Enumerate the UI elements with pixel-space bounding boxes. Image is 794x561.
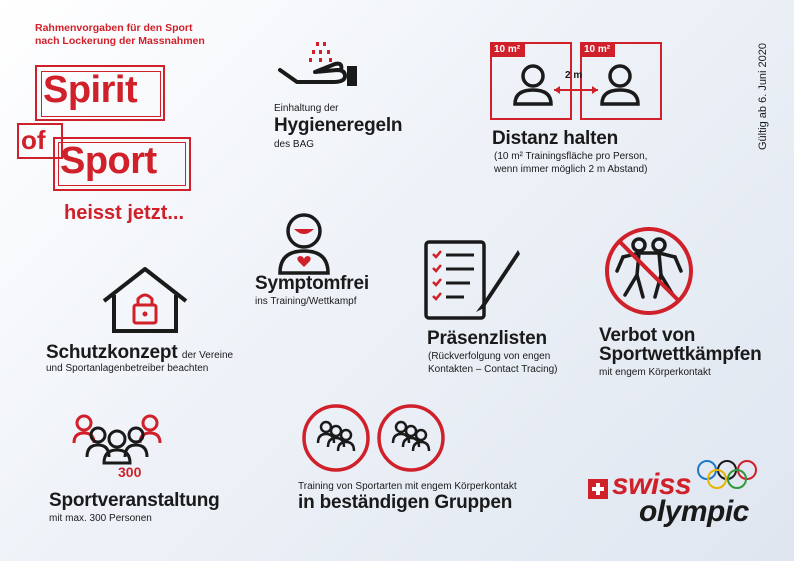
hygiene-post: des BAG [274,139,315,150]
ban-title-1: Verbot von [599,325,696,346]
distance-title: Distanz halten [492,128,618,149]
area-left-label: 10 m² [494,44,521,55]
header-subtitle [35,22,205,48]
logo-olympic: olympic [639,495,749,528]
area-right-label: 10 m² [584,44,611,55]
events-count: 300 [118,464,142,480]
spirit-word: Spirit [43,69,138,111]
symptom-title: Symptomfrei [255,273,369,294]
protection-line2: und Sportanlagenbetreiber beachten [46,363,209,374]
protection-title: Schutzkonzept [46,342,178,363]
gap-label: 2 m [565,70,583,81]
hand-wash-icon [275,40,365,100]
checklist-icon [424,240,524,322]
hygiene-title: Hygieneregeln [274,115,403,136]
protection-text [46,342,233,364]
hygiene-pre: Einhaltung der [274,103,339,114]
lists-line1: (Rückverfolgung von engen [428,351,551,362]
ban-sub: mit engem Körperkontakt [599,367,711,378]
distance-line1: (10 m² Trainingsfläche pro Person, [494,151,648,162]
header-line-1: Rahmenvorgaben für den Sport [35,22,193,34]
swiss-flag-icon [588,479,608,499]
header-line-2: nach Lockerung der Massnahmen [35,35,205,47]
of-word: of [21,125,46,155]
ban-title-2: Sportwettkämpfen [599,344,762,365]
events-title: Sportveranstaltung [49,490,220,511]
logo-swiss: swiss [612,468,692,501]
house-lock-icon [100,265,190,335]
protection-rest: der Vereine [181,350,234,361]
events-sub: mit max. 300 Personen [49,513,152,524]
stable-groups-icon [301,403,449,473]
distance-line2: wenn immer möglich 2 m Abstand) [494,164,648,175]
olympic-rings-icon [695,458,759,490]
symptom-sub: ins Training/Wettkampf [255,296,357,307]
validity-date: Gültig ab 6. Juni 2020 [757,42,769,150]
groups-pre: Training von Sportarten mit engem Körperkontakt [298,481,517,492]
no-contact-sport-icon [603,225,695,317]
sport-word: Sport [60,140,157,182]
crowd-icon [72,413,162,478]
tagline: heisst jetzt... [64,202,185,224]
groups-title: in beständigen Gruppen [298,492,513,513]
healthy-person-icon [276,213,332,275]
lists-title: Präsenzlisten [427,328,547,349]
lists-line2: Kontakten – Contact Tracing) [428,364,558,375]
